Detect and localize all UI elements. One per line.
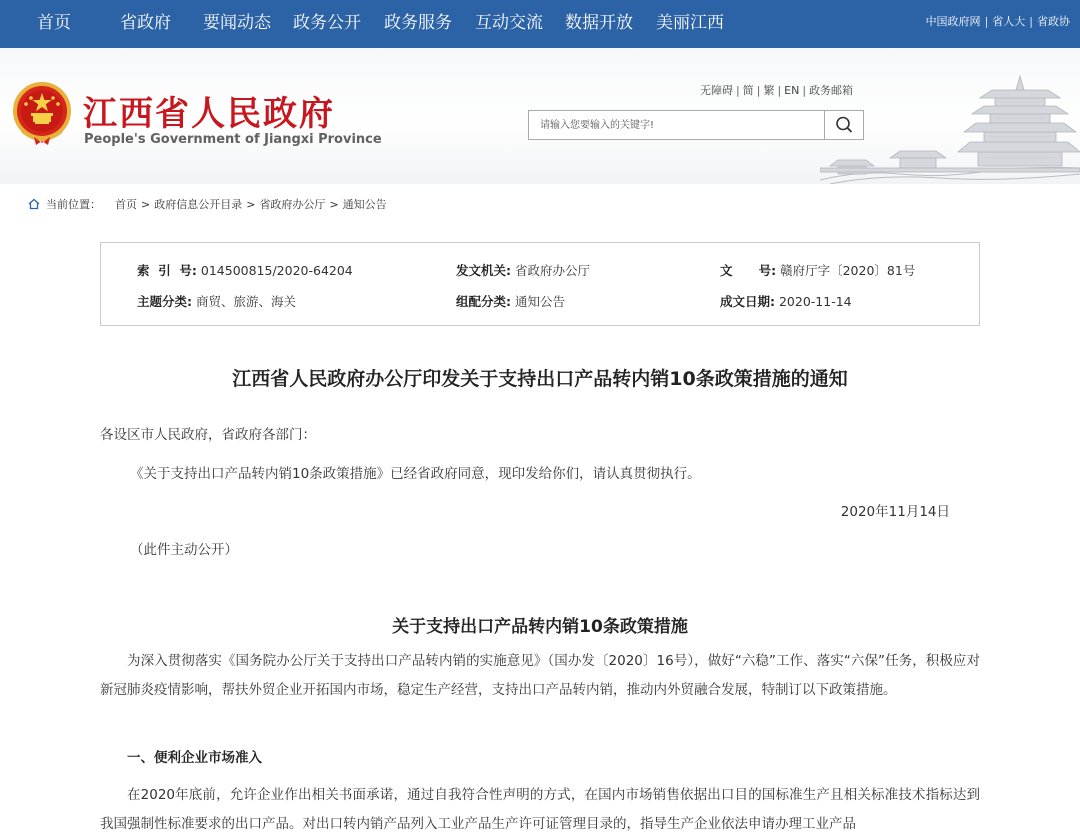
breadcrumb-disclosure-catalog[interactable]: 政府信息公开目录 <box>154 198 243 211</box>
meta-document-number: 文 号: 赣府厅字〔2020〕81号 <box>720 263 916 278</box>
nav-item-news[interactable]: 要闻动态 <box>203 13 271 33</box>
link-simplified[interactable]: 简 <box>742 84 754 97</box>
breadcrumb-separator: > <box>141 198 151 211</box>
link-provincial-cppcc[interactable]: 省政协 <box>1037 15 1070 28</box>
search-box <box>528 110 864 140</box>
policy-section-title: 关于支持出口产品转内销10条政策措施 <box>392 617 688 637</box>
nav-item-home[interactable]: 首页 <box>37 13 71 33</box>
national-emblem-icon <box>12 81 72 147</box>
site-header <box>0 48 1080 184</box>
utility-links: 无障碍 | 简 | 繁 | EN | 政务邮箱 <box>700 84 854 97</box>
salutation: 各设区市人民政府，省政府各部门： <box>100 427 316 443</box>
link-accessibility[interactable]: 无障碍 <box>700 84 733 97</box>
nav-item-beautiful-jiangxi[interactable]: 美丽江西 <box>656 13 724 33</box>
document-metadata-box <box>100 242 980 326</box>
meta-issuer: 发文机关: 省政府办公厅 <box>456 263 590 278</box>
search-input[interactable] <box>529 111 825 139</box>
nav-item-interaction[interactable]: 互动交流 <box>475 13 543 33</box>
intro-paragraph: 《关于支持出口产品转内销10条政策措施》已经省政府同意，现印发给你们，请认真贯彻执行。 <box>130 466 701 482</box>
site-subtitle: People's Government of Jiangxi Province <box>84 132 382 147</box>
meta-category: 组配分类: 通知公告 <box>456 294 565 309</box>
breadcrumb-home[interactable]: 首页 <box>115 198 137 211</box>
policy-paragraph: 为深入贯彻落实《国务院办公厅关于支持出口产品转内销的实施意见》（国办发〔2020〕16号），做好“六稳”工作、落实“六保”任务，积极应对新冠肺炎疫情影响，帮扶外贸企业开拓国内市场，稳定生产经营，支持出口产品转内销，推动内外贸融合发展，特制订以下政策措施。 <box>100 653 980 698</box>
link-government-mail[interactable]: 政务邮箱 <box>809 84 854 97</box>
nav-item-provincial-government[interactable]: 省政府 <box>120 13 171 33</box>
issue-date: 2020年11月14日 <box>840 504 950 520</box>
top-external-links: 中国政府网 | 省人大 | 省政协 <box>925 15 1070 28</box>
link-traditional[interactable]: 繁 <box>763 84 775 97</box>
nav-item-open-data[interactable]: 数据开放 <box>565 13 633 33</box>
breadcrumb-label: 当前位置： <box>46 198 101 211</box>
breadcrumb-general-office[interactable]: 省政府办公厅 <box>259 198 326 211</box>
top-navigation-bar <box>0 0 1080 48</box>
nav-item-government-affairs-disclosure[interactable]: 政务公开 <box>293 13 361 33</box>
breadcrumb-notices[interactable]: 通知公告 <box>342 198 387 211</box>
breadcrumb-separator: > <box>246 198 256 211</box>
breadcrumb-separator: > <box>329 198 339 211</box>
nav-item-government-services[interactable]: 政务服务 <box>384 13 452 33</box>
link-provincial-congress[interactable]: 省人大 <box>992 15 1026 28</box>
link-central-government[interactable]: 中国政府网 <box>925 15 981 28</box>
tengwang-pavilion-illustration <box>820 62 1080 184</box>
home-icon <box>28 198 40 210</box>
document-title: 江西省人民政府办公厅印发关于支持出口产品转内销10条政策措施的通知 <box>232 368 848 390</box>
link-english[interactable]: EN <box>784 84 800 97</box>
disclosure-note: （此件主动公开） <box>130 542 238 558</box>
meta-topic: 主题分类: 商贸、旅游、海关 <box>137 294 296 309</box>
policy-paragraph: 在2020年底前，允许企业作出相关书面承诺，通过自我符合性声明的方式，在国内市场销售依据出口目的国标准生产且相关标准技术指标达到我国强制性标准要求的出口产品。对出口转内销产品列入工业产品生产许可证管理目录的，指导生产企业依法申请办理工业产品 <box>100 787 980 832</box>
meta-index-number: 索 引 号: 014500815/2020-64204 <box>137 263 353 278</box>
breadcrumb <box>28 196 387 212</box>
meta-date: 成文日期: 2020-11-14 <box>720 294 852 309</box>
site-title[interactable]: 江西省人民政府 <box>83 94 335 134</box>
policy-heading-1: 一、便利企业市场准入 <box>127 750 262 766</box>
